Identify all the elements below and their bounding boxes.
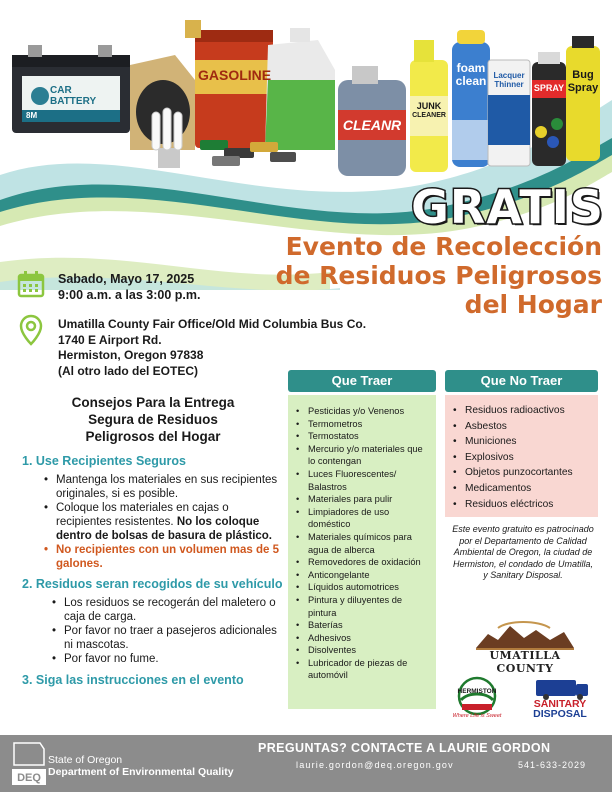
- antifreeze-jug-image: [265, 28, 335, 150]
- event-title-line-2: de Residuos Peligrosos: [275, 261, 602, 290]
- list-item: • Residuos eléctricos: [453, 497, 596, 513]
- event-date: Sabado, Mayo 17, 2025: [58, 272, 195, 286]
- battery-badge: 8M: [26, 111, 38, 120]
- list-item: • Por favor no traer a pasejeros adicionales ni mascotas.: [52, 624, 284, 652]
- battery-label-2: BATTERY: [50, 96, 97, 107]
- list-item-text: Coloque los materiales en cajas o recipientes resistentes.: [56, 502, 229, 528]
- junk-label-1: JUNK: [416, 101, 442, 111]
- footer: [0, 735, 612, 792]
- bring-heading: Que Traer: [288, 370, 436, 392]
- event-title-line-3: del Hogar: [464, 290, 602, 319]
- hermiston-tagline: Where Life is Sweet: [452, 713, 502, 719]
- do-not-bring-list-box: [445, 395, 598, 517]
- bug-label-2: Spray: [567, 82, 599, 94]
- address-line-1: 1740 E Airport Rd.: [58, 332, 162, 347]
- list-item-warning: • No recipientes con un volumen mas de 5 galones.: [44, 543, 284, 571]
- tips-section-1-list: [44, 473, 284, 571]
- list-item: • Pintura y diluyentes de pintura: [296, 594, 432, 619]
- list-item: • Disolventes: [296, 644, 432, 657]
- list-item-emphasis: No los coloque dentro de bolsas de basura de plástico.: [56, 516, 273, 542]
- list-item: • Limpiadores de uso doméstico: [296, 506, 432, 531]
- foam-label-1: foam: [456, 61, 486, 75]
- list-item: • Medicamentos: [453, 481, 596, 497]
- tips-section-1-heading: 1. Use Recipientes Seguros: [22, 454, 186, 468]
- list-item: • Materiales para pulir: [296, 493, 432, 506]
- event-title-line-1: Evento de Recolección: [285, 232, 602, 261]
- free-headline: GRATIS: [411, 180, 604, 234]
- sponsor-note: Este evento gratuito es patrocinado por el Departamento de Calidad Ambiental de Oregon, la ciudad de Hermiston, el condado de Umatilla, y Sanitary Disposal.: [452, 524, 594, 581]
- event-time: 9:00 a.m. a las 3:00 p.m.: [58, 288, 201, 302]
- foam-cleaner-image: [452, 30, 490, 167]
- address-line-2: Hermiston, Oregon 97838: [58, 348, 204, 362]
- sanitary-wordmark: SANITARY: [533, 698, 587, 710]
- list-item: • Anticongelante: [296, 569, 432, 582]
- do-not-bring-heading: Que No Traer: [445, 370, 598, 392]
- disposal-wordmark: DISPOSAL: [533, 708, 587, 720]
- contact-email[interactable]: laurie.gordon@deq.oregon.gov: [296, 760, 454, 770]
- tips-title-line-2: Segura de Residuos: [88, 412, 218, 427]
- cfl-bulb-image: [152, 108, 182, 168]
- bug-spray-image: [566, 36, 600, 161]
- list-item: • Materiales químicos para agua de alberca: [296, 531, 432, 556]
- list-item: • Por favor no fume.: [52, 652, 284, 666]
- list-item: • Pesticidas y/o Venenos: [296, 405, 432, 418]
- event-date-block: [58, 271, 200, 303]
- tips-title-line-1: Consejos Para la Entrega: [71, 395, 235, 410]
- spray-label: SPRAY: [533, 83, 565, 93]
- battery-label-1: CAR: [50, 85, 72, 96]
- gasoline-can-image: [185, 20, 273, 148]
- tips-section-2-heading: 2. Residuos seran recogidos de su vehículo: [22, 577, 283, 591]
- cleaner-label: CLEANR: [342, 117, 402, 133]
- list-item: • Objetos punzocortantes: [453, 465, 596, 481]
- deq-department: Department of Environmental Quality: [48, 766, 234, 778]
- address-note: (Al otro lado del EOTEC): [58, 363, 198, 378]
- foam-label-2: clean: [455, 74, 487, 88]
- event-title: [222, 232, 602, 319]
- bring-list: [288, 395, 436, 682]
- list-item: • Removedores de oxidación: [296, 556, 432, 569]
- location-pin-icon: [19, 314, 43, 346]
- tips-section-3-heading: 3. Siga las instrucciones en el evento: [22, 673, 244, 687]
- gasoline-label: GASOLINE: [198, 67, 272, 83]
- safety-tips: [22, 394, 284, 688]
- list-item: • Termometros: [296, 418, 432, 431]
- list-item: • Explosivos: [453, 450, 596, 466]
- do-not-bring-list: [445, 395, 598, 512]
- deq-mark: DEQ: [17, 772, 41, 784]
- bring-list-box: [288, 395, 436, 709]
- lacquer-label-2: Thinner: [494, 80, 524, 89]
- junk-label-2: CLEANER: [412, 112, 446, 119]
- list-item: • Baterías: [296, 619, 432, 632]
- list-item: • Lubricador de piezas de automóvil: [296, 657, 432, 682]
- tips-title: [22, 394, 284, 445]
- list-item: • Municiones: [453, 434, 596, 450]
- calendar-icon: [17, 270, 45, 298]
- umatilla-county-wordmark: UMATILLA COUNTY: [489, 649, 561, 675]
- state-of-oregon: State of Oregon: [48, 754, 123, 766]
- tips-section-2-list: [52, 596, 284, 666]
- spray-paint-image: [532, 52, 566, 166]
- list-item: • Líquidos automotrices: [296, 581, 432, 594]
- list-item: • Mercurio y/o materiales que lo contengan: [296, 443, 432, 468]
- list-item: • Luces Fluorescentes/ Balastros: [296, 468, 432, 493]
- list-item: [44, 501, 284, 543]
- list-item: • Los residuos se recogerán del maletero o caja de carga.: [52, 596, 284, 624]
- hermiston-wordmark: HERMISTON: [457, 688, 497, 695]
- bug-label-1: Bug: [572, 69, 594, 81]
- list-item: • Adhesivos: [296, 632, 432, 645]
- lacquer-label-1: Lacquer: [493, 71, 525, 80]
- tips-title-line-3: Peligrosos del Hogar: [85, 429, 221, 444]
- list-item: • Asbestos: [453, 419, 596, 435]
- contact-phone[interactable]: 541-633-2029: [518, 760, 587, 770]
- list-item: • Termostatos: [296, 430, 432, 443]
- list-item: • Mantenga los materiales en sus recipientes originales, si es posible.: [44, 473, 284, 501]
- contact-heading: PREGUNTAS? CONTACTE A LAURIE GORDON: [258, 741, 551, 755]
- location-name: Umatilla County Fair Office/Old Mid Columbia Bus Co.: [58, 317, 367, 331]
- list-item: • Residuos radioactivos: [453, 403, 596, 419]
